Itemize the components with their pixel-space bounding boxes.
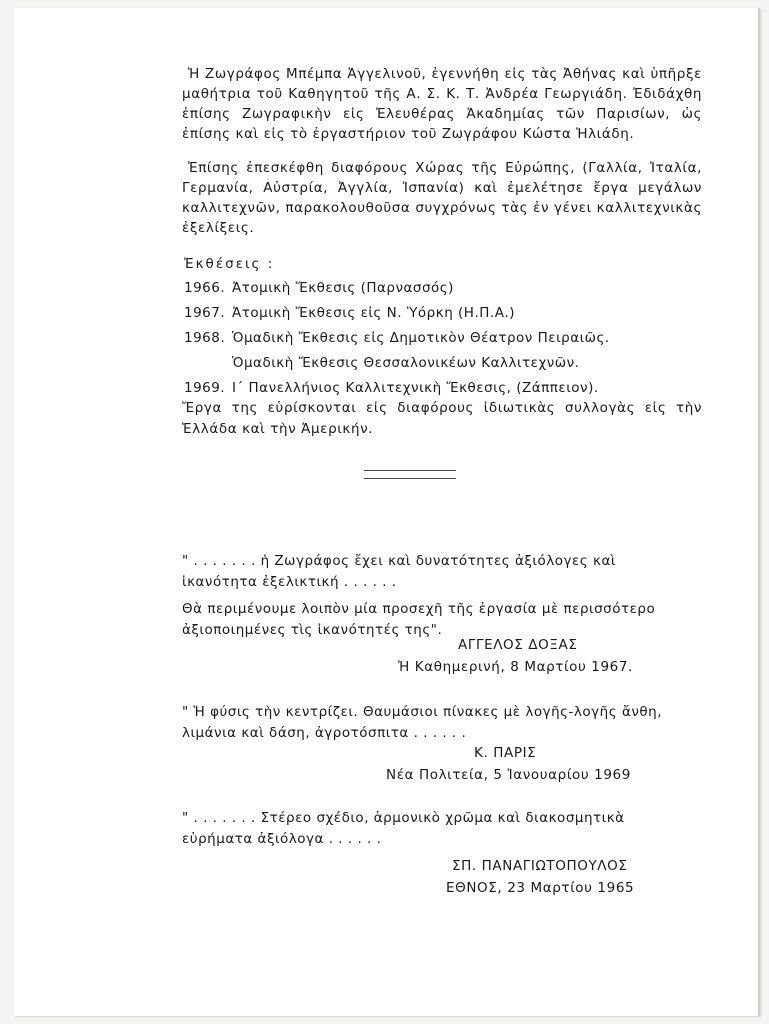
review-2-author: Κ. ΠΑΡΙΣ	[474, 745, 537, 761]
review-3-author: ΣΠ. ΠΑΝΑΓΙΩΤΟΠΟΥΛΟΣ	[452, 858, 628, 874]
review-1-line-1: " . . . . . . . ἡ Ζωγράφος ἔχει καὶ δυνατότητες ἀξιόλογες καὶ ἱκανότητα ἐξελικτική . . . . . .	[182, 553, 616, 590]
review-1-author: ΑΓΓΕΛΟΣ ΔΟΞΑΣ	[458, 637, 578, 653]
divider-line-top	[364, 470, 456, 471]
exhibition-text: Ι΄ Πανελλήνιος Καλλιτεχνικὴ Ἔκθεσις, (Ζάππειον).	[232, 380, 599, 396]
exhibition-year: 1967.	[184, 305, 226, 321]
collections-paragraph: Ἔργα της εὑρίσκονται εἰς διαφόρους ἰδιωτικὰς συλλογὰς εἰς τὴν Ἑλλάδα καὶ τὴν Ἀμερικήν.	[182, 400, 702, 437]
exhibitions-heading: Ἐκθέσεις :	[184, 256, 275, 272]
review-3-quote	[182, 808, 682, 850]
bio-paragraph-1: Ἡ Ζωγράφος Μπέμπα Ἀγγελινοῦ, ἐγεννήθη εἰς τὰς Ἀθήνας καὶ ὑπῆρξε μαθήτρια τοῦ Καθηγητοῦ τῆς Α. Σ. Κ. Τ. Ἀνδρέα Γεωργιάδη. Ἐδιδάχθη ἐπίσης Ζωγραφικὴν εἰς Ἐλευθέρας Ἀκαδημίας τῶν Παρισίων, ὡς ἐπίσης καὶ εἰς τὸ ἐργαστήριον τοῦ Ζωγράφου Κώστα Ἡλιάδη.	[182, 66, 702, 142]
review-1-source: Ἡ Καθημερινή, 8 Μαρτίου 1967.	[398, 659, 633, 675]
exhibition-text: Ἀτομικὴ Ἔκθεσις εἰς Ν. Ὑόρκη (Η.Π.Α.)	[232, 305, 515, 321]
divider-line-bottom	[364, 478, 456, 479]
review-2-line-1: " Ἡ φύσις τὴν κεντρίζει. Θαυμάσιοι πίνακες μὲ λογῆς-λογῆς ἄνθη, λιμάνια καὶ δάση, ἀγροτόσπιτα . . . . . .	[182, 704, 662, 741]
exhibition-item	[184, 353, 664, 378]
review-3-line-1: " . . . . . . . Στέρεο σχέδιο, ἁρμονικὸ χρῶμα καὶ διακοσμητικὰ εὑρήματα ἀξιόλογα . . . . . .	[182, 810, 625, 847]
review-2-source: Νέα Πολιτεία, 5 Ἰανουαρίου 1969	[386, 767, 631, 783]
review-2-quote	[182, 702, 682, 744]
exhibition-text: Ὁμαδικὴ Ἔκθεσις Θεσσαλονικέων Καλλιτεχνῶν.	[232, 355, 580, 371]
exhibition-item	[184, 303, 664, 328]
review-1-line-2: Θὰ περιμένουμε λοιπὸν μία προσεχῆ τῆς ἐργασία μὲ περισσότερο ἀξιοποιημένες τὶς ἱκανότητές της".	[182, 601, 656, 638]
review-3-source: ΕΘΝΟΣ, 23 Μαρτίου 1965	[446, 880, 635, 896]
exhibition-text: Ἀτομικὴ Ἔκθεσις (Παρνασσός)	[232, 280, 454, 296]
exhibition-year: 1968.	[184, 330, 226, 346]
exhibition-year: 1966.	[184, 280, 226, 296]
exhibition-item	[184, 328, 664, 353]
exhibition-year: 1969.	[184, 380, 226, 396]
exhibition-item	[184, 278, 664, 303]
exhibition-text: Ὁμαδικὴ Ἔκθεσις εἰς Δημοτικὸν Θέατρον Πειραιῶς.	[232, 330, 610, 346]
review-1-quote	[182, 551, 682, 641]
exhibitions-list	[184, 278, 664, 403]
bio-paragraph-2: Ἐπίσης ἐπεσκέφθη διαφόρους Χώρας τῆς Εὐρώπης, (Γαλλία, Ἰταλία, Γερμανία, Αὐστρία, Ἀγγλία, Ἰσπανία) καὶ ἐμελέτησε ἔργα μεγάλων καλλιτεχνῶν, παρακολουθοῦσα συγχρόνως τὰς ἐν γένει καλλιτεχνικὰς ἐξελίξεις.	[182, 160, 702, 236]
biography	[182, 64, 702, 252]
